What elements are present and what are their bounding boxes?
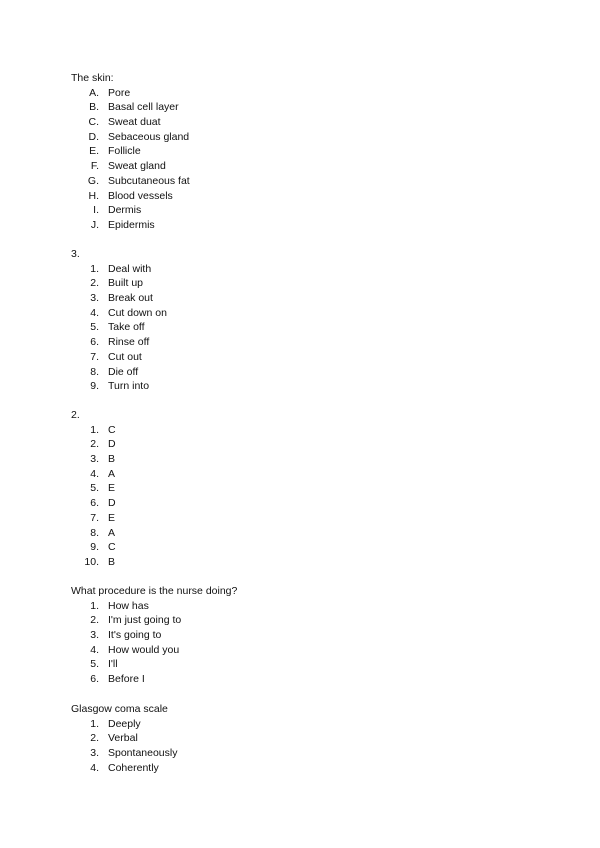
list-item-text: Before I: [108, 673, 145, 686]
list-item-text: Verbal: [108, 732, 138, 745]
list-item: [71, 613, 551, 628]
list-item: [71, 306, 551, 321]
list-marker: 3.: [90, 747, 99, 760]
list-marker: 1.: [90, 599, 99, 612]
list-marker: 4.: [90, 467, 99, 480]
list-marker: 6.: [90, 336, 99, 349]
list-item: [71, 526, 551, 541]
list-marker: 5.: [90, 482, 99, 495]
list-item: [71, 628, 551, 643]
list-item: [71, 115, 551, 130]
list-marker: 2.: [90, 277, 99, 290]
list-item: [71, 174, 551, 189]
list-marker: 3.: [90, 629, 99, 642]
list-marker: 4.: [90, 761, 99, 774]
list-item: [71, 276, 551, 291]
list-item-text: B: [108, 555, 116, 568]
list-item-text: Cut out: [108, 350, 142, 363]
list-item-text: Break out: [108, 292, 153, 305]
list-item: [71, 423, 551, 438]
list-item-text: Rinse off: [108, 336, 150, 349]
list-item-text: I'll: [108, 658, 118, 671]
list-marker: E.: [89, 145, 99, 158]
section-heading: What procedure is the nurse doing?: [71, 585, 238, 597]
list-item: [71, 511, 551, 526]
list-marker: 5.: [90, 321, 99, 334]
numbered-list: [71, 423, 551, 570]
list-item-text: Sebaceous gland: [108, 130, 190, 143]
list-marker: C.: [88, 116, 99, 129]
list-item: [71, 467, 551, 482]
list-item: [71, 218, 551, 233]
list-item-text: Sweat duat: [108, 116, 161, 129]
list-item-text: A: [108, 467, 116, 480]
list-marker: 8.: [90, 526, 99, 539]
list-marker: G.: [87, 174, 99, 187]
list-item: [71, 437, 551, 452]
list-item-text: Sweat gland: [108, 160, 166, 173]
list-item: [71, 599, 551, 614]
list-item: [71, 291, 551, 306]
list-item-text: Basal cell layer: [108, 101, 179, 114]
list-item: [71, 379, 551, 394]
list-marker: 1.: [90, 717, 99, 730]
list-item: [71, 335, 551, 350]
section-exercise-2: [71, 408, 551, 570]
list-item: [71, 262, 551, 277]
list-item: [71, 717, 551, 732]
list-item-text: Blood vessels: [108, 189, 173, 202]
list-marker: 10.: [84, 555, 99, 568]
list-marker: 7.: [90, 511, 99, 524]
list-item: [71, 86, 551, 101]
list-marker: 2.: [90, 732, 99, 745]
list-marker: 7.: [90, 350, 99, 363]
section-heading: Glasgow coma scale: [71, 703, 168, 715]
list-item-text: Spontaneously: [108, 747, 178, 760]
list-item-text: Follicle: [108, 145, 141, 158]
list-item: [71, 731, 551, 746]
list-item-text: Built up: [108, 277, 144, 290]
list-marker: 6.: [90, 673, 99, 686]
list-item-text: How would you: [108, 643, 180, 656]
section-the-skin: [71, 71, 551, 233]
list-item-text: Coherently: [108, 761, 159, 774]
section-exercise-3: [71, 247, 551, 394]
list-item-text: D: [108, 497, 116, 510]
list-marker: 8.: [90, 365, 99, 378]
list-marker: B.: [89, 101, 99, 114]
section-heading: 3.: [71, 248, 80, 260]
list-marker: 1.: [90, 423, 99, 436]
list-item-text: Pore: [108, 86, 131, 99]
lettered-list: [71, 86, 551, 233]
numbered-list: [71, 262, 551, 394]
section-glasgow-coma-scale: [71, 702, 551, 775]
list-marker: I.: [93, 204, 99, 217]
list-marker: J.: [90, 218, 99, 231]
list-item-text: D: [108, 438, 116, 451]
list-marker: H.: [88, 189, 99, 202]
list-item: [71, 159, 551, 174]
list-marker: 3.: [90, 453, 99, 466]
list-item-text: E: [108, 482, 116, 495]
list-item: [71, 643, 551, 658]
list-item-text: Deeply: [108, 717, 141, 730]
list-item: [71, 672, 551, 687]
list-marker: F.: [90, 160, 99, 173]
list-marker: 3.: [90, 292, 99, 305]
list-item: [71, 452, 551, 467]
list-item: [71, 203, 551, 218]
list-item-text: Subcutaneous fat: [108, 174, 190, 187]
list-item-text: Take off: [108, 321, 145, 334]
section-heading: The skin:: [71, 72, 114, 84]
list-marker: 4.: [90, 643, 99, 656]
list-item-text: Dermis: [108, 204, 142, 217]
numbered-list: [71, 717, 551, 776]
list-item-text: How has: [108, 599, 149, 612]
list-item-text: E: [108, 511, 116, 524]
list-item-text: I'm just going to: [108, 614, 182, 627]
list-marker: 6.: [90, 497, 99, 510]
list-item-text: B: [108, 453, 116, 466]
numbered-list: [71, 599, 551, 687]
list-item: [71, 555, 551, 570]
list-marker: 2.: [90, 614, 99, 627]
list-item-text: C: [108, 541, 116, 554]
list-item: [71, 130, 551, 145]
list-item: [71, 496, 551, 511]
list-item-text: C: [108, 423, 116, 436]
list-item-text: Deal with: [108, 262, 152, 275]
list-marker: D.: [88, 130, 99, 143]
list-marker: 2.: [90, 438, 99, 451]
list-item-text: Die off: [108, 365, 139, 378]
list-item-text: A: [108, 526, 116, 539]
list-item-text: Cut down on: [108, 306, 167, 319]
list-marker: A.: [89, 86, 99, 99]
list-item: [71, 746, 551, 761]
list-item-text: Turn into: [108, 380, 150, 393]
list-item: [71, 320, 551, 335]
list-marker: 1.: [90, 262, 99, 275]
list-item: [71, 144, 551, 159]
list-item: [71, 350, 551, 365]
list-marker: 4.: [90, 306, 99, 319]
list-item: [71, 189, 551, 204]
list-item: [71, 481, 551, 496]
list-item-text: It's going to: [108, 629, 162, 642]
list-marker: 5.: [90, 658, 99, 671]
list-item: [71, 100, 551, 115]
list-marker: 9.: [90, 541, 99, 554]
section-heading: 2.: [71, 409, 80, 421]
list-item-text: Epidermis: [108, 218, 155, 231]
list-item: [71, 761, 551, 776]
list-marker: 9.: [90, 380, 99, 393]
list-item: [71, 365, 551, 380]
section-nurse-procedure: [71, 584, 551, 687]
list-item: [71, 540, 551, 555]
list-item: [71, 657, 551, 672]
